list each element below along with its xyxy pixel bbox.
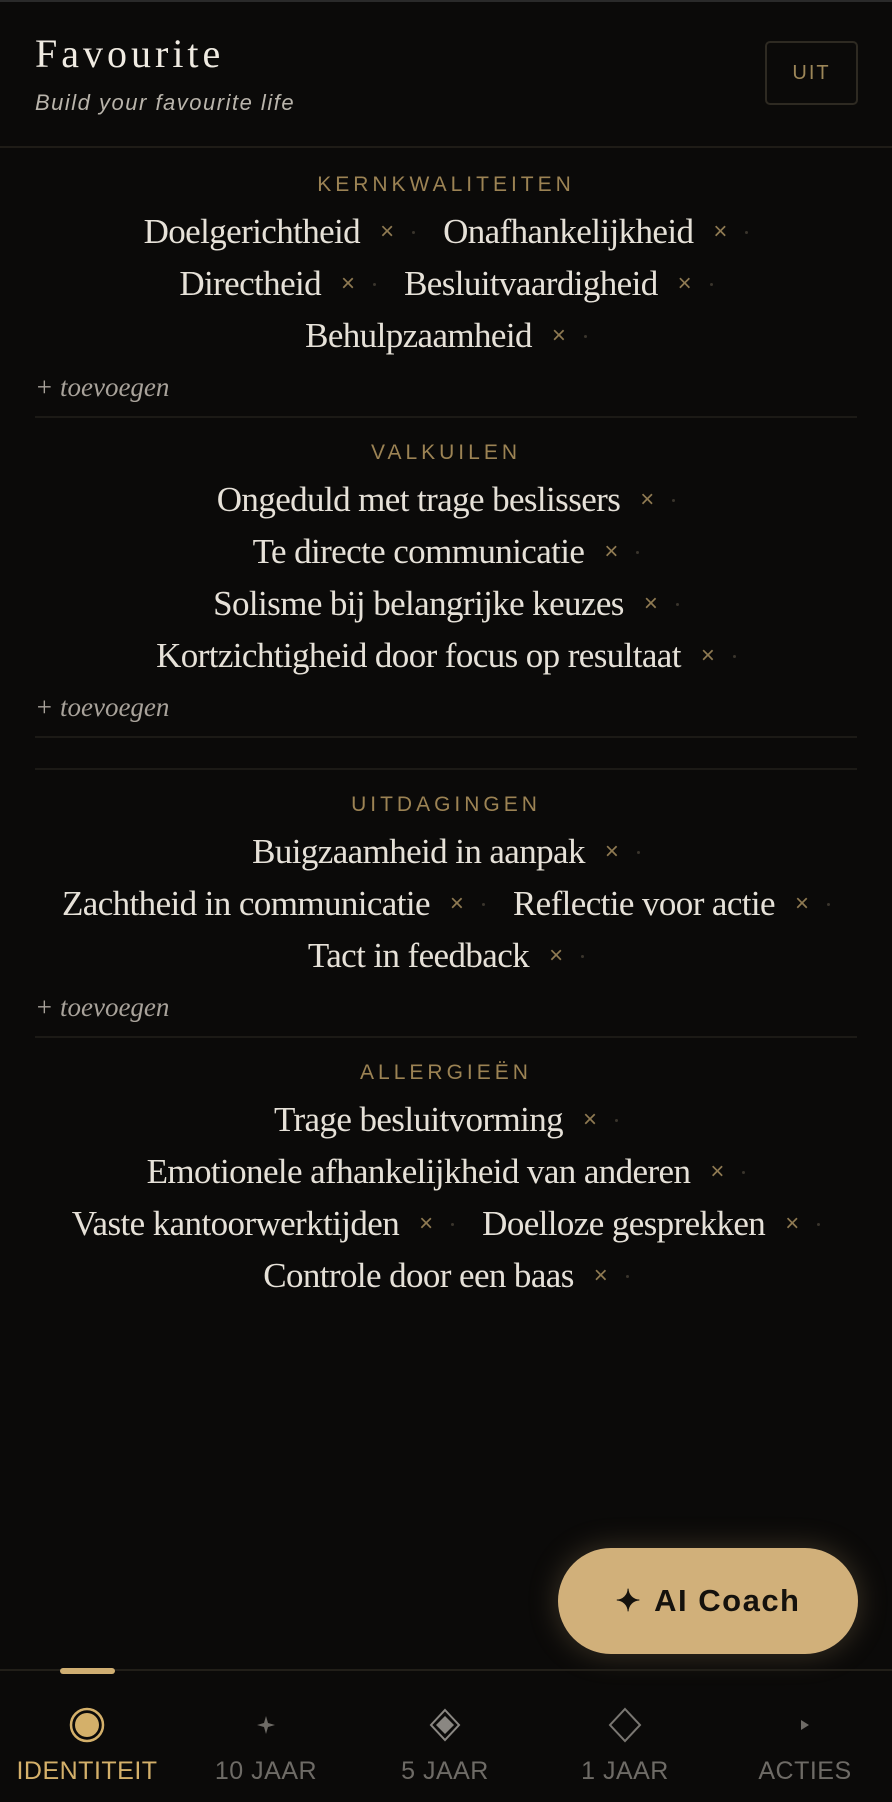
separator-dot [827,903,830,906]
content [35,150,857,1530]
separator-dot [710,283,713,286]
separator-dot [451,1223,454,1226]
app-title: Favourite [35,31,225,76]
tab-label: 10 JAAR [214,1757,318,1785]
tab-identiteit[interactable] [2,1671,172,1802]
tag-label: Solisme bij belangrijke keuzes [213,584,624,623]
tag [144,210,415,254]
separator-dot [615,1119,618,1122]
ai-coach-button[interactable] [558,1548,858,1654]
separator-dot [745,231,748,234]
separator-dot [742,1171,745,1174]
remove-tag-icon[interactable]: × [713,218,728,245]
tag [156,634,736,678]
remove-tag-icon[interactable]: × [640,486,655,513]
section-label: KERNKWALITEITEN [317,173,575,196]
tag-label: Controle door een baas [263,1256,574,1295]
tag-list [35,478,857,678]
tab-acties[interactable] [720,1671,890,1802]
remove-tag-icon[interactable]: × [593,1262,608,1289]
remove-tag-icon[interactable]: × [551,322,566,349]
tag-label: Zachtheid in communicatie [62,884,430,923]
remove-tag-icon[interactable]: × [583,1106,598,1133]
remove-tag-icon[interactable]: × [643,590,658,617]
section-label: VALKUILEN [371,441,521,464]
tab-5-jaar[interactable] [360,1671,530,1802]
section-label: UITDAGINGEN [351,793,541,816]
tab-1-jaar[interactable] [540,1671,710,1802]
add-uitdaging-link[interactable]: + toevoegen [35,992,170,1022]
tag [253,530,640,574]
tag-label: Trage besluitvorming [273,1100,564,1139]
tag [513,882,830,926]
tag [62,882,485,926]
tag-list [35,830,857,978]
tag [179,262,376,306]
tag [72,1202,454,1246]
tag [213,582,679,626]
remove-tag-icon[interactable]: × [677,270,692,297]
tag-label: Besluitvaardigheid [404,264,658,303]
tag [482,1202,820,1246]
separator-dot [817,1223,820,1226]
tag-label: Tact in feedback [307,936,530,975]
bottom-nav [0,1669,892,1802]
tab-10-jaar[interactable] [181,1671,351,1802]
tag-label: Buigzaamheid in aanpak [252,832,585,871]
section-uitdagingen [35,770,857,978]
tag-label: Behulpzaamheid [305,316,532,355]
diamond-icon [607,1707,643,1743]
tag [274,1098,618,1142]
tag-label: Reflectie voor actie [512,884,775,923]
remove-tag-icon[interactable]: × [419,1210,434,1237]
add-valkuil-link[interactable]: + toevoegen [35,692,170,722]
remove-tag-icon[interactable]: × [604,838,619,865]
remove-tag-icon[interactable]: × [449,890,464,917]
logout-button[interactable]: UIT [765,41,858,105]
sparkle-icon [254,1707,278,1743]
tab-label: IDENTITEIT [16,1757,158,1785]
ai-coach-label: AI Coach [654,1583,801,1618]
remove-tag-icon[interactable]: × [604,538,619,565]
circle-icon [69,1707,105,1743]
divider [35,736,857,738]
add-kernkwaliteit-link[interactable]: + toevoegen [35,372,170,402]
remove-tag-icon[interactable]: × [785,1210,800,1237]
sparkle-icon: ✦ [615,1584,643,1618]
app-header [0,0,892,148]
remove-tag-icon[interactable]: × [549,942,564,969]
remove-tag-icon[interactable]: × [380,218,395,245]
separator-dot [584,335,587,338]
remove-tag-icon[interactable]: × [341,270,356,297]
tag-label: Doelloze gesprekken [482,1204,766,1243]
app-subtitle: Build your favourite life [35,90,296,115]
separator-dot [733,655,736,658]
tag-label: Onafhankelijkheid [443,212,694,251]
tag-list [35,210,857,358]
separator-dot [412,231,415,234]
tag [147,1150,746,1194]
tab-label: ACTIES [758,1757,852,1785]
section-kernkwaliteiten [35,150,857,358]
separator-dot [676,603,679,606]
tag [404,262,713,306]
tag-label: Te directe communicatie [252,532,585,571]
separator-dot [373,283,376,286]
separator-dot [581,955,584,958]
separator-dot [672,499,675,502]
tag-label: Emotionele afhankelijkheid van anderen [146,1152,691,1191]
tag-label: Kortzichtigheid door focus op resultaat [156,636,681,675]
tag [263,1254,628,1298]
separator-dot [636,551,639,554]
section-label: ALLERGIEËN [360,1061,532,1084]
tag [308,934,584,978]
remove-tag-icon[interactable]: × [710,1158,725,1185]
remove-tag-icon[interactable]: × [700,642,715,669]
tag [252,830,640,874]
tag [217,478,676,522]
tag-list [35,1098,857,1298]
tab-label: 1 JAAR [581,1757,669,1785]
separator-dot [626,1275,629,1278]
tag-label: Directheid [179,264,322,303]
separator-dot [482,903,485,906]
play-icon [798,1707,812,1743]
tag-label: Vaste kantoorwerktijden [71,1204,400,1243]
separator-dot [637,851,640,854]
section-valkuilen [35,418,857,678]
filled-diamond-icon [428,1707,462,1743]
remove-tag-icon[interactable]: × [794,890,809,917]
section-allergieen [35,1038,857,1298]
tag-label: Doelgerichtheid [143,212,361,251]
tag [305,314,587,358]
tab-label: 5 JAAR [401,1757,489,1785]
tag-label: Ongeduld met trage beslissers [216,480,621,519]
tag [443,210,748,254]
